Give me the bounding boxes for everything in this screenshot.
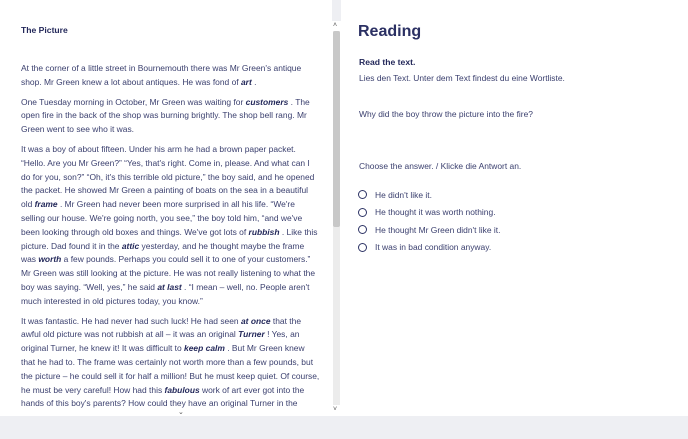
story-text-segment: a few pounds. Perhaps you could sell it to one of your customers.” Mr Green was still looking at the picture. He was not really listening to what the boy was saying. “Well, yes,” he said [21,254,316,292]
question-text: Why did the boy throw the picture into the fire? [359,109,533,119]
radio-button[interactable] [358,190,367,199]
story-text-segment: It was fantastic. He had never had such luck! He had seen [21,315,241,326]
glossary-word[interactable]: at last [157,281,182,292]
story-text-segment: ! Yes, an original Turner, he knew it! It was difficult to [21,329,300,354]
story-text-segment: . Mr Green had never been more surprised in all his life. “We're selling our house. We're going north, you see,” the boy told him, “and we've been looking through old boxes and things. We've got lots of [21,199,303,237]
answer-option[interactable] [358,186,500,204]
story-text-segment: It was a boy of about fifteen. Under his arm he had a brown paper packet. “Hello. Are you Mr Green?” “Yes, that's right. Come in, please. And what can I do for you, son?” “Oh, it's this terrible old picture,” the boy said, and he opened the packet. He showed Mr Green a painting of boats on the sea in a beautiful old [21,143,315,210]
glossary-word[interactable]: Turner [238,329,265,340]
story-text-segment: . Like this picture. Dad found it in the [21,226,318,251]
story-paragraph [21,96,320,137]
glossary-word[interactable]: rubbish [248,226,280,237]
story-text [21,62,320,425]
answer-options [358,186,500,256]
story-text-segment: One Tuesday morning in October, Mr Green was waiting for [21,96,246,107]
glossary-word[interactable]: attic [121,240,140,251]
story-text-segment: that the awful old picture was not rubbish at all – it was an original [21,315,302,340]
story-paragraph [21,315,320,425]
story-text-segment: . But Mr Green knew that he had to. The frame was certainly not worth more than a few pounds, but the picture – he could sell it for half a million! But he must keep quiet. Of course, he must be very careful! How had this [21,343,320,395]
story-paragraph [21,62,320,90]
instruction-label: Read the text. [359,57,416,67]
story-paragraph [21,143,320,309]
glossary-word[interactable]: fabulous [164,384,200,395]
answer-option-label: He didn't like it. [375,189,432,200]
story-text-segment: yesterday, and he thought maybe the frame was [21,240,305,265]
scroll-down-icon[interactable]: ˅ [333,406,338,413]
radio-button[interactable] [358,243,367,252]
glossary-word[interactable]: at once [240,315,271,326]
choose-instruction: Choose the answer. / Klicke die Antwort an. [359,161,522,171]
scroll-up-icon[interactable]: ˄ [333,22,338,29]
glossary-word[interactable]: keep calm [184,343,225,354]
answer-option-label: He thought it was worth nothing. [375,207,496,218]
radio-button[interactable] [358,208,367,217]
story-panel[interactable] [0,0,332,416]
answer-option[interactable] [358,221,500,239]
bottom-bar [0,416,688,439]
radio-button[interactable] [358,225,367,234]
scroll-hint-icon[interactable]: ⌄ [178,409,184,416]
glossary-word[interactable]: customers [245,96,289,107]
story-text-segment: . “I mean – well, no. People aren't much interested in old pictures today, you know.” [21,281,310,306]
glossary-word[interactable]: art [240,76,252,87]
instruction-subtext: Lies den Text. Unter dem Text findest du eine Wortliste. [359,73,565,83]
page-title: Reading [358,23,422,40]
story-title: The Picture [21,25,68,35]
story-text-segment: work of art ever got into the hands of this boy's parents? How could they have an original Turner in the [21,384,305,409]
story-text-segment: At the corner of a little street in Bournemouth there was Mr Green's antique shop. Mr Green knew a lot about antiques. He was fond of [21,63,302,87]
glossary-word[interactable]: frame [34,199,58,210]
story-text-segment: . [251,76,257,87]
story-text-segment: . The open fire in the back of the shop was burning brightly. The shop bell rang. Mr Green went to see who it was. [21,96,310,135]
glossary-word[interactable]: worth [38,254,62,265]
answer-option-label: It was in bad condition anyway. [375,242,492,253]
scrollbar-thumb[interactable] [333,31,340,227]
answer-option-label: He thought Mr Green didn't like it. [375,224,501,235]
answer-option[interactable] [358,239,500,257]
answer-option[interactable] [358,204,500,222]
